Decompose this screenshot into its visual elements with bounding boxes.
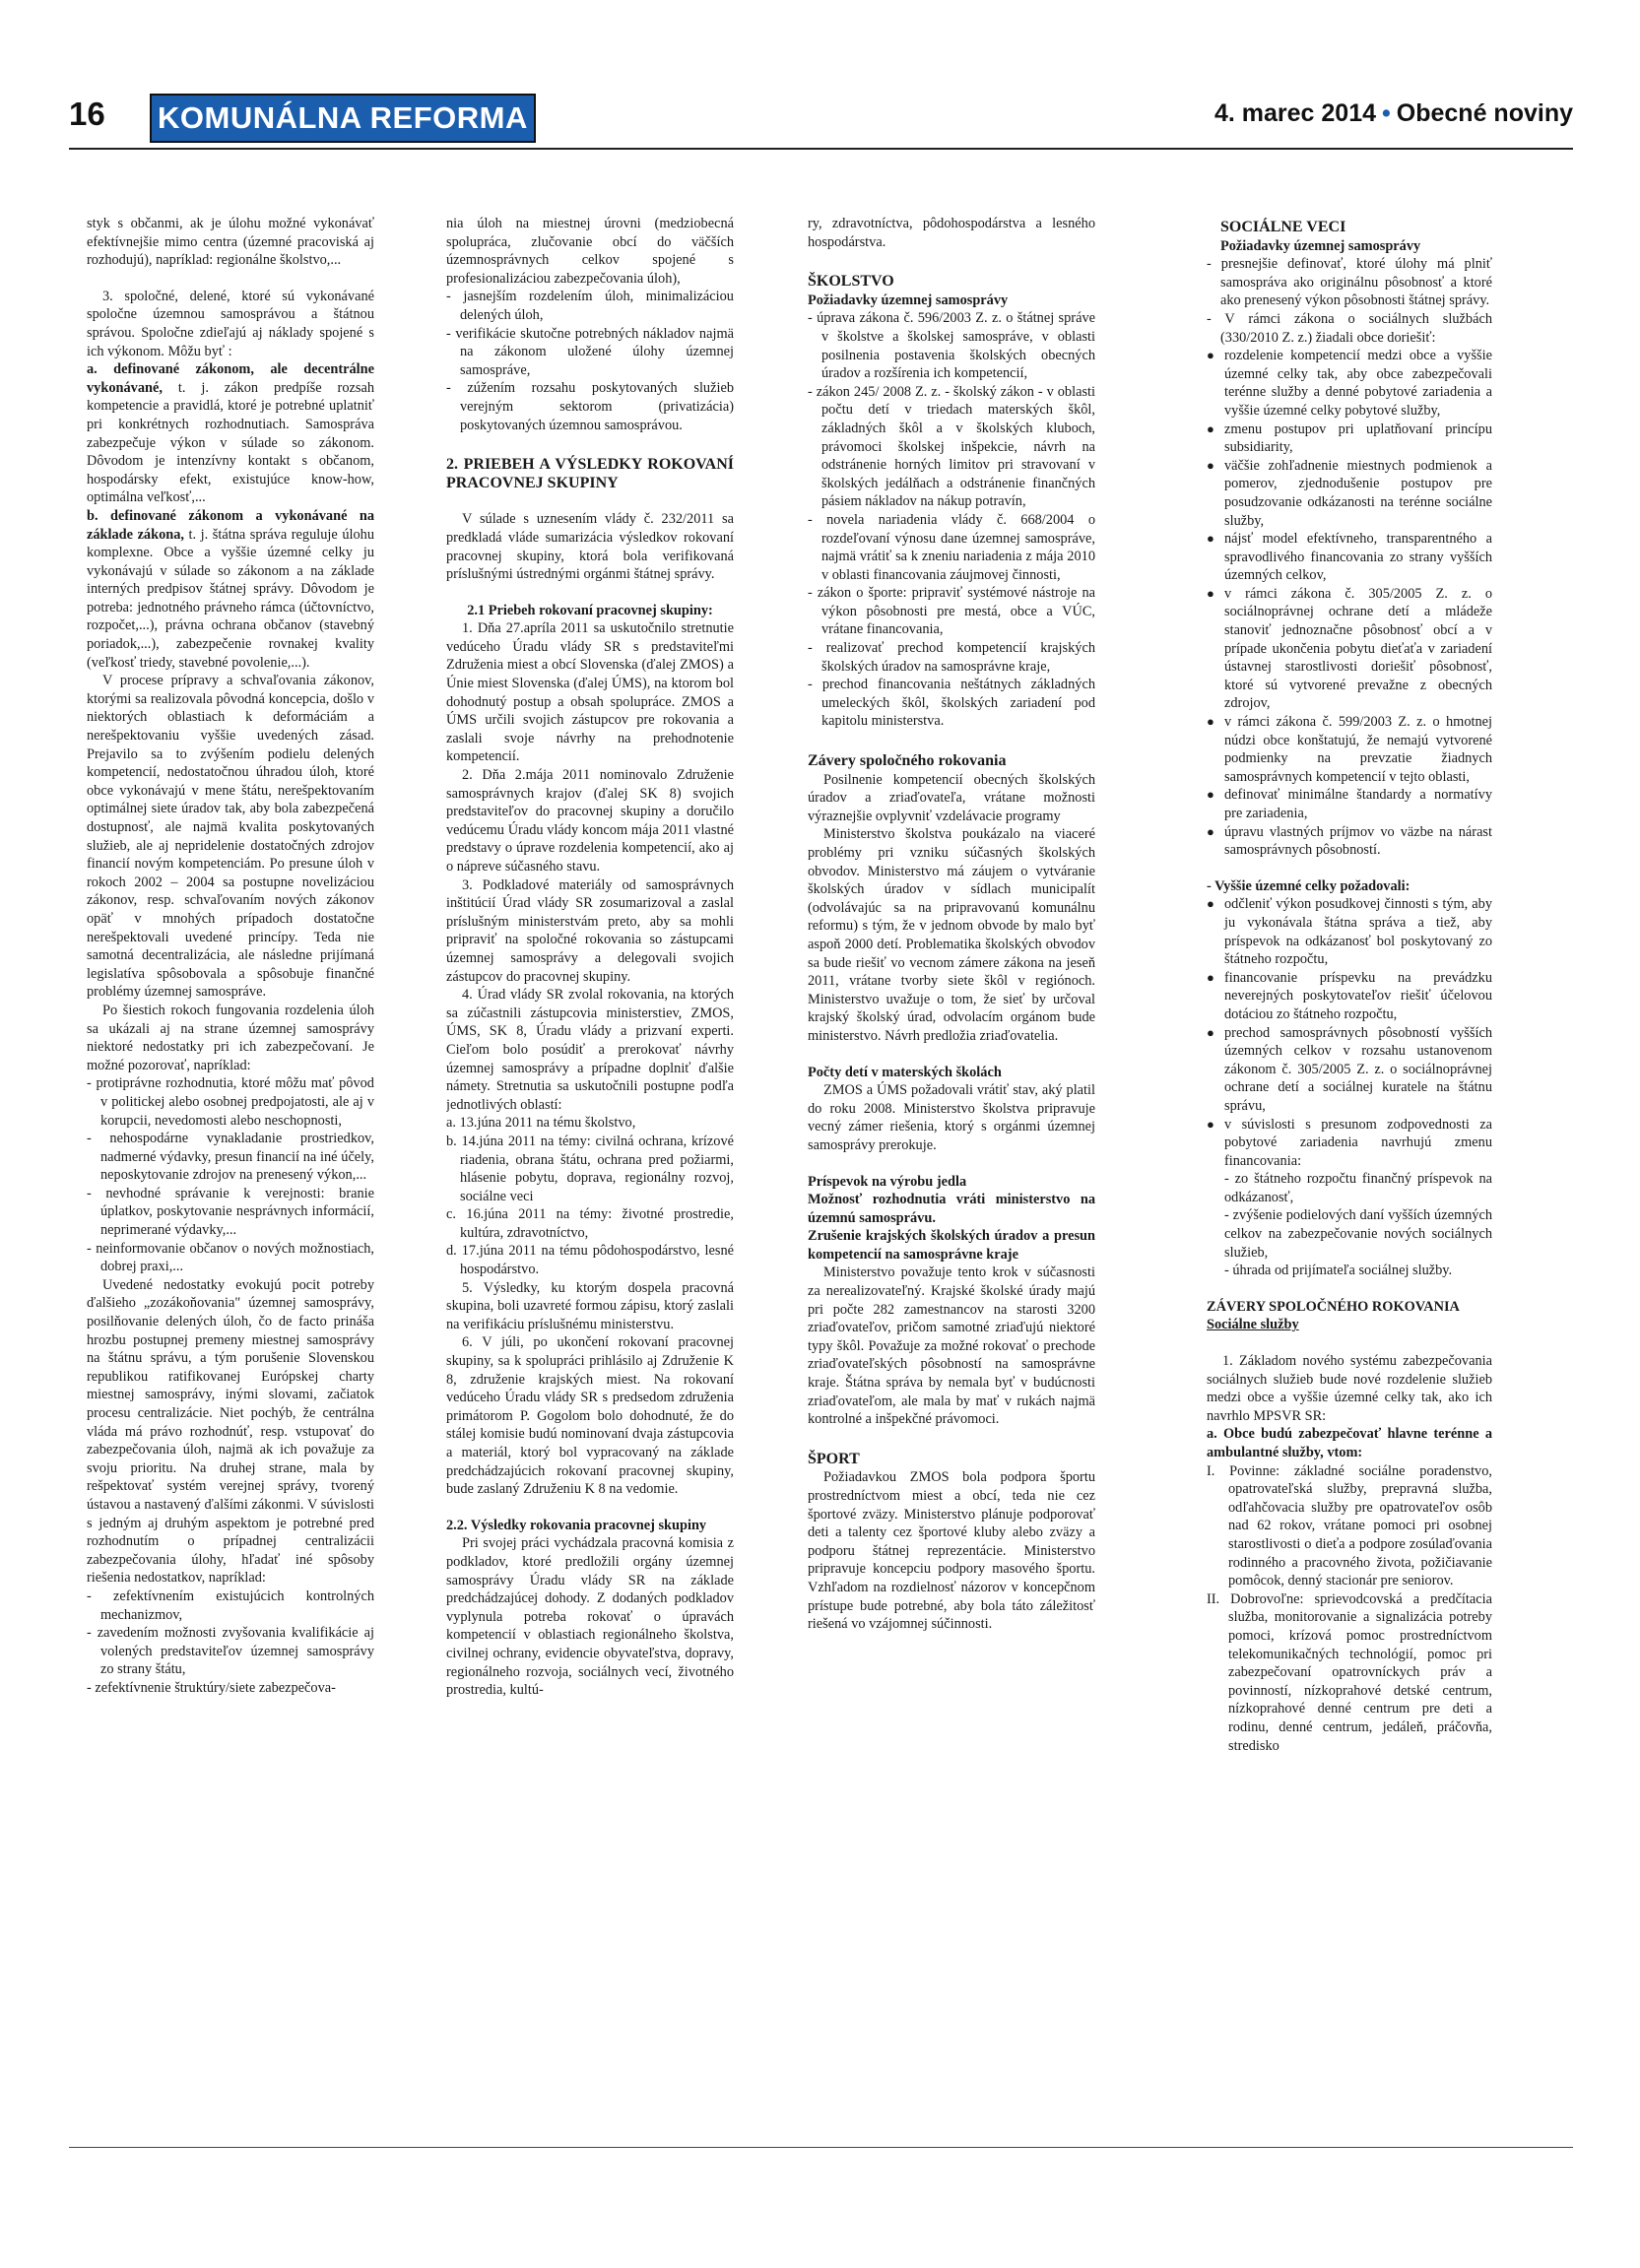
list [87,1074,374,1276]
subsection-heading: - Vyššie územné celky požadovali: [1207,877,1410,894]
list-item: c. 16.júna 2011 na témy: životné prostredie, kultúra, zdravotníctvo, [446,1206,734,1241]
paragraph: 1. Dňa 27.apríla 2011 sa uskutočnilo stretnutie vedúceho Úradu vlády SR s predstaviteľmi Združenia miest a obcí Slovenska (ďalej ZMOS) a Únie miest Slovenska (ďalej ÚMS), na ktorom bol dohodnutý postup a obsah spolupráce. ZMOS a ÚMS určili svojich zástupcov pre rokovania a zaslali svoje návrhy na prehodnotenie kompetencií. [446,620,734,765]
paragraph: Požiadavkou ZMOS bola podpora športu prostredníctvom miest a obcí, teda nie cez športové zväzy. Ministerstvo plánuje podporovať deti a talenty cez športové kluby alebo zväzy a podporu štátnej reprezentácie. Ministerstvo pripravuje koncepciu podpory masového športu. Vzhľadom na rozdielnosť názorov v koncepčnom prístupe bude potrebné, aby bola táto záležitosť riešená vo vzájomnej súčinnosti. [808,1469,1095,1633]
list-item: ● v rámci zákona č. 305/2005 Z. z. o sociálnoprávnej ochrane detí a mládeže stanoviť jednoznačne pôsobnosť obcí a v prípade ukončenia pobytu dieťaťa v zariadení ústavnej starostlivosti doriešiť pôsobnosť, ktoré sú vytvorené prevažne z obecných zdrojov, [1207,585,1492,713]
list-item: - neinformovanie občanov o nových možnostiach, dobrej praxi,... [87,1240,374,1276]
list-item: II. Dobrovoľne: sprievodcovská a predčítacia služba, monitorovanie a signalizácia potreby pomoci, krízová pomoc prostredníctvom telekomunikačných technológií, pomoc pri zabezpečovaní opatrovníckych práv a povinností, nízkoprahové detské centrum, nízkoprahové denné centrum pre deti a rodinu, denné centrum, jedáleň, práčovňa, stredisko [1207,1590,1492,1754]
list-item: ● odčleniť výkon posudkovej činnosti s tým, aby ju vykonávala štátna správa a tiež, aby príspevok na odkázanosť bol poskytovaný zo štátneho rozpočtu, [1207,895,1492,968]
issue-info [1214,99,1573,128]
column-2 [446,215,734,2140]
list [446,1114,734,1278]
page-header [69,94,1573,145]
list-item: ● prechod samosprávnych pôsobností vyšších územných celkov v rozsahu ustanovenom zákonom č. 305/2005 Z. z. o sociálnoprávnej ochrane detí a sociálnej kuratele na štátnu správu, [1207,1024,1492,1116]
list-item: a. 13.júna 2011 na tému školstvo, [446,1115,636,1132]
section-heading: 2. PRIEBEH A VÝSLEDKY ROKOVANÍ PRACOVNEJ SKUPINY [446,456,734,491]
subsection-heading: Zrušenie krajských školských úradov a presun kompetencií na samosprávne kraje [808,1228,1095,1263]
list-item: ● väčšie zohľadnenie miestnych podmienok a pomerov, zjednodušenie postupov pre posudzovanie odkázanosti na terénne sociálne služby, [1207,457,1492,530]
column-3 [808,215,1095,2140]
list-item: - prechod financovania neštátnych základných umeleckých škôl, školských zariadení pod kapitolu ministerstva. [808,676,1095,731]
paragraph: Uvedené nedostatky evokujú pocit potreby ďalšieho „zozákoňovania" územnej samosprávy, posilňovanie delených úloh, čo de facto prináša hrozbu postupnej premeny miestnej samosprávy na štátnu správu, a tým porušenie Slovenskou republikou ratifikovanej Európskej charty miestnej samosprávy, inými slovami, začiatok procesu centralizácie. Niet pochýb, že centrálna vláda má právo rozhodnúť, resp. vstupovať do zabezpečovania úloh, najmä ak ich považuje za svoju prioritu. Na druhej strane, mala by rešpektovať systém verejnej správy, tvorený ústavou a nastavený ďalšími zákonmi. V súvislosti s jedným aj druhým aspektom je potrebné pred rozhodnutím o prípadnej centralizácii zabezpečovania úlohy, hľadať iné spôsoby riešenia nedostatkov, napríklad: [87,1276,374,1587]
paragraph: Posilnenie kompetencií obecných školských úradov a zriaďovateľa, vrátane možnosti výraznejšie ovplyvniť vzdelávacie programy [808,771,1095,824]
publication-name: Obecné noviny [1396,99,1573,127]
list-item: - verifikácie skutočne potrebných nákladov najmä na zákonom uložené úlohy územnej samospráve, [446,325,734,380]
page-number: 16 [69,96,105,132]
paragraph-a [87,360,374,507]
bullet-list [1207,347,1492,860]
footer-rule [69,2147,1573,2148]
list-item: ● rozdelenie kompetencií medzi obce a vyššie územné celky tak, aby obce zabezpečovali terénne služby a denné pobytové zariadenia a vyššie územné celky pobytové služby, [1207,347,1492,420]
subsection-heading: Príspevok na výrobu jedla [808,1173,967,1190]
list [446,288,734,434]
list-item: - zákon o športe: pripraviť systémové nástroje na výkon pôsobnosti pre mestá, obce a VÚC, vrátane financovania, [808,584,1095,639]
paragraph: 1. Základom nového systému zabezpečovania sociálnych služieb bude nové rozdelenie služieb medzi obce a vyššie územné celky tak, ako ich navrhlo MPSVR SR: [1207,1353,1492,1424]
paragraph: V súlade s uznesením vlády č. 232/2011 sa predkladá vláde sumarizácia výsledkov rokovaní pracovnej skupiny, ktorá bola verifikovaná príslušnými ústrednými orgánmi štátnej správy. [446,511,734,583]
list-item: - jasnejším rozdelením úloh, minimalizáciou delených úloh, [446,288,734,324]
list-item: - nehospodárne vynakladanie prostriedkov, nadmerné výdavky, presun financií na iné účely, neposkytovanie zdrojov na prenesený výkon,... [87,1130,374,1185]
item-heading: b. definované zákonom a vykonávané na základe zákona, [87,507,374,543]
paragraph: nia úloh na miestnej úrovni (medziobecná spolupráca, zlučovanie obcí do väčších územnosprávnych celkov spojené s profesionalizáciou zabezpečovania úloh), [446,216,734,287]
list [87,1588,374,1698]
list-item: - protiprávne rozhodnutia, ktoré môžu mať pôvod v politickej alebo osobnej predpojatosti, ale aj v korupcii, nevedomosti alebo neschopnosti, [87,1074,374,1130]
sub-item: - zo štátneho rozpočtu finančný príspevok na odkázanosť, [1224,1171,1492,1205]
paragraph-b [87,507,374,672]
paragraph: 3. spoločné, delené, ktoré sú vykonávané spoločne územnou samosprávou a štátnou správou. Spoločne zdieľajú aj náklady spojené s ich výkonom. Môžu byť : [87,288,374,359]
item-heading: a. definované zákonom, ale decentrálne vykonávané, [87,361,374,396]
list-item: I. Povinne: základné sociálne poradenstvo, opatrovateľská služby, prepravná služba, odľahčovacia služby pre opatrovateľov osôb nad 62 rokov, vrátane pomoci pri osobnej starostlivosti o dieťa a podpore zosúlaďovania rodinného a pracovného života, požičiavanie pomôcok, denný stacionár pre seniorov. [1207,1462,1492,1589]
list-item: ● v súvislosti s presunom zodpovednosti za pobytové zariadenia navrhujú zmenu financovania: [1207,1116,1492,1171]
paragraph: 2. Dňa 2.mája 2011 nominovalo Združenie samosprávnych krajov (ďalej SK 8) svojich predstaviteľov do pracovnej skupiny a doručilo vedúcemu Úradu vlády koncom mája 2011 vlastné predstavy o úprave rozdelenia kompetencií, ako aj o nápreve súčasného stavu. [446,767,734,875]
list-item: - zavedením možnosti zvyšovania kvalifikácie aj volených predstaviteľov územnej samosprávy zo strany štátu, [87,1624,374,1679]
item-text: t. j. štátna správa reguluje úlohu komplexne. Obce a vyššie územné celky ju vykonávajú v súlade so zákonom a na základe interných predpisov štátnej správy. Dôvodom je potreba: jednotného právneho rámca (účtovníctvo, rozpočet,...), právna ochrana občanov (stavebný poriadok,...), zabezpečenie rovnakej kvality (veľkosť triedy, stavebné povolenie,...). [87,526,374,671]
list-item: - zúžením rozsahu poskytovaných služieb verejným sektorom (privatizácia) poskytovaných územnou samosprávou. [446,379,734,434]
list-item: ● zmenu postupov pri uplatňovaní princípu subsidiarity, [1207,421,1492,457]
separator-dot: • [1382,99,1391,127]
issue-date: 4. marec 2014 [1214,99,1377,127]
list [1207,255,1492,347]
paragraph: Po šiestich rokoch fungovania rozdelenia úloh sa ukázali aj na strane územnej samosprávy niektoré nedostatky pri ich zabezpečovaní. Je možné pozorovať, napríklad: [87,1002,374,1073]
paragraph: Ministerstvo považuje tento krok v súčasnosti za nerealizovateľný. Krajské školské úrady majú pri počte 282 zamestnancov na starosti 3200 zriaďovateľov, pričom samotné zriaďujú niektoré typy škôl. Považuje za možné rokovať o prechode zriaďovateľských pôsobností na samosprávne kraje. Štátna správa by nemala byť v budúcnosti zriaďovateľom, ale mala by mať v rukách najmä kontrolné a inšpekčné právomoci. [808,1264,1095,1428]
column-4 [1207,215,1492,2140]
list-item: d. 17.júna 2011 na tému pôdohospodárstvo, lesné hospodárstvo. [446,1243,734,1278]
subsection-heading: Možnosť rozhodnutia vráti ministerstvo na územnú samosprávu. [808,1192,1095,1226]
subsection-heading: 2.1 Priebeh rokovaní pracovnej skupiny: [467,602,713,618]
section-heading: SOCIÁLNE VECI [1220,219,1346,235]
paragraph: ZMOS a ÚMS požadovali vrátiť stav, aký platil do roku 2008. Ministerstvo školstva pripravuje vecný zámer riešenia, ktorý s orgánmi územnej samosprávy prerokuje. [808,1082,1095,1153]
list [808,309,1095,731]
bullet-list [1207,895,1492,1170]
paragraph: 3. Podkladové materiály od samosprávnych inštitúcií Úrad vlády SR zosumarizoval a zaslal príslušným ministerstvám preto, aby sa mohli pripraviť na spoločné rokovania so zástupcami územnej samosprávy a delegovali svojich zástupcov do pracovnej skupiny. [446,876,734,985]
list-item: - zefektívnenie štruktúry/siete zabezpečova- [87,1679,374,1698]
paragraph: 6. V júli, po ukončení rokovaní pracovnej skupiny, sa k spolupráci prihlásilo aj Združenie K 8, združenie krajských miest. Na rokovaní vedúceho Úradu vlády SR s predsedom združenia primátorom P. Gogolom bolo dohodnuté, že do stálej komisie budú nominovaní dvaja zástupcovia a materiál, ktorý bol vypracovaný na základe predchádzajúcich rokovaní pracovnej skupiny, bude zaslaný Združeniu K 8 na vedomie. [446,1334,734,1498]
section-heading: ZÁVERY SPOLOČNÉHO ROKOVANIA [1207,1298,1460,1315]
sub-item: - úhrada od prijímateľa sociálnej služby. [1224,1263,1453,1279]
list-item: b. 14.júna 2011 na témy: civilná ochrana, krízové riadenia, obrana štátu, ochrana pred požiarmi, hlásenie pobytu, doprava, regionálny rozvoj, sociálne veci [446,1133,734,1204]
list-item: - zákon 245/ 2008 Z. z. - školský zákon - v oblasti počtu detí v triedach materských škôl, základných škôl a v školských kluboch, právomoci školskej inšpekcie, návrh na odstránenie horných limitov pri stravovaní v školských jedálňach a odstránenie finančných pásiem nákladov na nákup potravín, [808,383,1095,511]
section-heading: ŠPORT [808,1450,860,1467]
subsection-heading: Počty detí v materských školách [808,1064,1002,1080]
list-item: ● úpravu vlastných príjmov vo väzbe na nárast samosprávnych pôsobností. [1207,823,1492,860]
list-item: ● v rámci zákona č. 599/2003 Z. z. o hmotnej núdzi obce konštatujú, že nemajú vytvorené podmienky na prevzatie žiadnych samosprávnych kompetencií v tejto oblasti, [1207,713,1492,786]
sub-item: - zvýšenie podielových daní vyšších územných celkov na zabezpečovanie nových sociálnych služieb, [1224,1207,1492,1261]
section-heading: ŠKOLSTVO [808,273,894,291]
subsection-heading: Sociálne služby [1207,1317,1299,1333]
paragraph: styk s občanmi, ak je úlohu možné vykonávať efektívnejšie mimo centra (územné pracoviská aj rozhodujú), napríklad: regionálne školstvo,... [87,216,374,269]
subsection-heading: Požiadavky územnej samosprávy [808,292,1009,308]
subsection-heading: Požiadavky územnej samosprávy [1220,237,1421,254]
list-item: ● financovanie príspevku na prevádzku neverejných poskytovateľov riešiť účelovou dotáciou zo štátneho rozpočtu, [1207,969,1492,1024]
paragraph: Ministerstvo školstva poukázalo na viaceré problémy pri vzniku súčasných školských obvodov. Ministerstvo má záujem o vytváranie školských úradov v sídlach municipalít (odvolávajúc sa na pripravovanú komunálnu reformu) s tým, že v jednom obvode by malo byť aspoň 2000 detí. Problematika školských obvodov sa bude riešiť vo vecnom zámere zákona na jeseň 2011, vrátane tvorby siete škôl v regiónoch. Ministerstvo uvažuje o tom, že sieť by určoval krajský školský úrad, odvolacím orgánom bude ministerstvo. Návrh predložia zriaďovatelia. [808,826,1095,1044]
list-item: - presnejšie definovať, ktoré úlohy má plniť samospráva ako originálnu pôsobnosť a ktoré ako prenesený výkon pôsobnosti štátnej správy. [1207,255,1492,310]
list-item: - úprava zákona č. 596/2003 Z. z. o štátnej správe v školstve a školskej samospráve, v oblasti posilnenia postavenia školských obecných úradov a rozšírenia ich kompetencií, [808,309,1095,382]
list [1207,1462,1492,1756]
subsection-heading: Závery spoločného rokovania [808,752,1007,770]
list-item: - nevhodné správanie k verejnosti: branie úplatkov, poskytovanie nesprávnych informácií, neprimerané výdavky,... [87,1185,374,1240]
subsection-heading: a. Obce budú zabezpečovať hlavne terénne a ambulantné služby, vtom: [1207,1426,1492,1460]
list-item: - zefektívnením existujúcich kontrolných mechanizmov, [87,1588,374,1624]
paragraph: Pri svojej práci vychádzala pracovná komisia z podkladov, ktoré predložili orgány územnej samosprávy Úradu vlády SR na základe predchádzajúcej dohody. Z dodaných podkladov vyplynula potreba rokovať o úpravách kompetencií v oblastiach regionálneho školstva, civilnej ochrany, evidencie obyvateľstva, dopravy, regionálneho rozvoja, sociálnych vecí, životného prostredia, kultú- [446,1535,734,1699]
section-title: KOMUNÁLNA REFORMA [150,94,536,143]
list-item: ● nájsť model efektívneho, transparentného a spravodlivého financovania zo strany vyšších územných celkov, [1207,530,1492,585]
paragraph: 5. Výsledky, ku ktorým dospela pracovná skupina, boli uzavreté formou zápisu, ktorý zaslali na verifikáciu príslušnému ministerstvu. [446,1279,734,1332]
paragraph: ry, zdravotníctva, pôdohospodárstva a lesného hospodárstva. [808,216,1095,250]
paragraph: V procese prípravy a schvaľovania zákonov, ktorými sa realizovala pôvodná koncepcia, došlo v niektorých oblastiach k deformáciám a nerešpektovaniu vyššie uvedených zásad. Prejavilo sa to zvýšením podielu delených kompetencií, nedostatočnou úhradou úloh, ktoré obce vykonávajú v mene štátu, nerešpektovaním optimálnej siete úradov tak, aby bola zabezpečená dostupnosť, ale najmä kvalita poskytovaných služieb, ale aj nepridelenie dostatočných zdrojov financií novým kompetenciám. Po presune úloh v rokoch 2002 – 2004 sa postupne novelizáciou zákonov, resp. schvaľovaním nových zákonov opäť v mnohých prípadoch dostatočne nerešpektovali uvedené princípy. Teda nie samotná decentralizácia, ale následne prijímaná legislatíva spôsobovala a spôsobuje finančné problémy územnej samospráve. [87,673,374,1001]
column-1 [87,215,374,2140]
paragraph: 4. Úrad vlády SR zvolal rokovania, na ktorých sa zúčastnili zástupcovia ministerstiev, ZMOS, ÚMS, SK 8, Úradu vlády a prizvaní experti. Cieľom bolo posúdiť a prerokovať návrhy územnej samosprávy a prípadne doplniť ďalšie námety. Stretnutia sa uskutočnili postupne podľa jednotlivých oblastí: [446,987,734,1113]
list-item: ● definovať minimálne štandardy a normatívy pre zariadenia, [1207,786,1492,822]
item-text: t. j. zákon predpíše rozsah kompetencie a pravidlá, ktoré je potrebné uplatniť pri konkrétnych rozhodnutiach. Samospráva zabezpečuje výkon v súlade so zákonom. Dôvodom je intenzívny kontakt s občanom, hospodársky efekt, existujúce know-how, optimálna veľkosť,... [87,379,374,506]
list-item: - novela nariadenia vlády č. 668/2004 o rozdeľovaní výnosu dane územnej samospráve, najmä vrátiť sa k zneniu nariadenia z mája 2010 v oblasti financovania záujmovej činnosti, [808,511,1095,584]
list-item: - realizovať prechod kompetencií krajských školských úradov na samosprávne kraje, [808,639,1095,676]
list-item: - V rámci zákona o sociálnych službách (330/2010 Z. z.) žiadali obce doriešiť: [1207,310,1492,347]
subsection-heading: 2.2. Výsledky rokovania pracovnej skupiny [446,1517,707,1533]
header-rule [69,148,1573,150]
